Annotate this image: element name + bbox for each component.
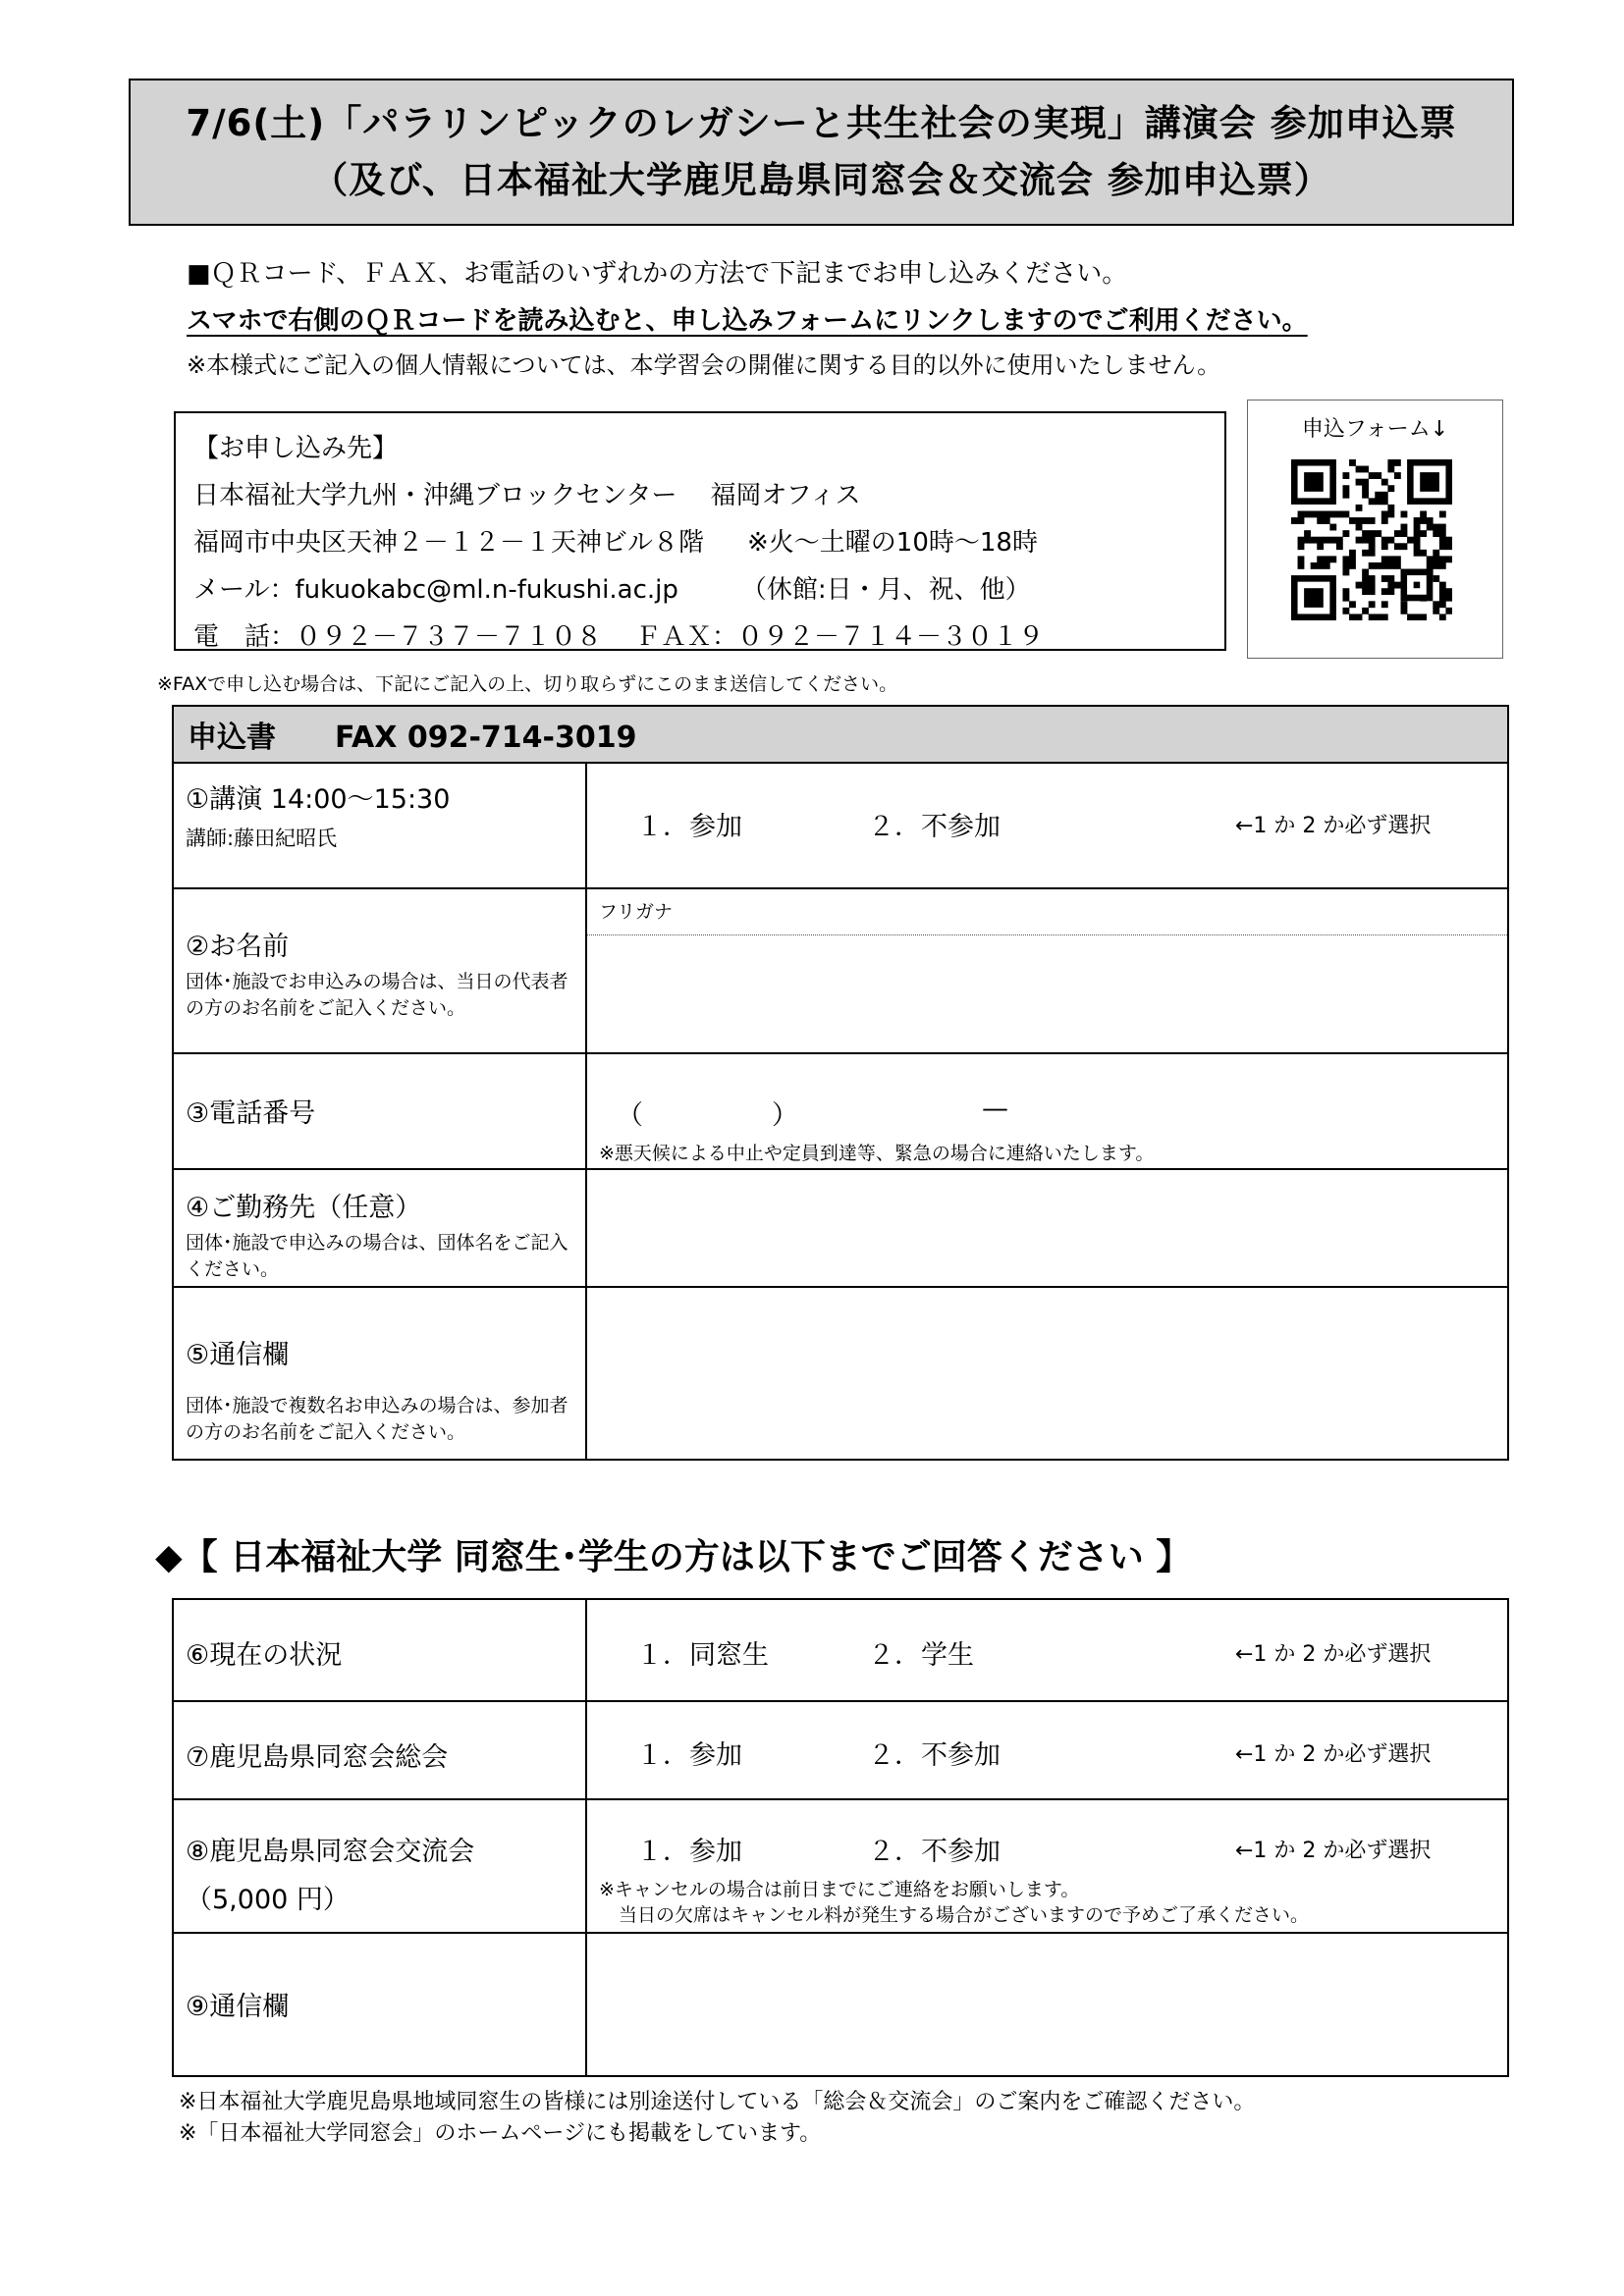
row-phone-label [173,1053,586,1169]
general-meeting-option-absent[interactable]: ２．不参加 [868,1740,1001,1771]
furigana-divider [587,934,1507,935]
title-line-2: （及び、日本福祉大学鹿児島県同窓会＆交流会 参加申込票） [311,159,1331,201]
row-alumni-message-value[interactable] [586,1933,1508,2076]
social-fee: （5,000 円） [186,1885,350,1915]
row-message-value[interactable] [586,1287,1508,1460]
phone-note: ※悪天候による中止や定員到達等、緊急の場合に連絡いたします。 [599,1143,1155,1164]
contact-email[interactable]: メール：fukuokabc@ml.n-fukushi.ac.jp [193,575,678,605]
contact-hours: ※火～土曜の10時～18時 [747,528,1038,558]
row-status-label [173,1599,586,1701]
row-lecture-value[interactable] [586,763,1508,888]
title-line-1: 7/6(土)「パラリンピックのレガシーと共生社会の実現」講演会 参加申込票 [186,102,1457,144]
work-label: ④ご勤務先（任意） [186,1193,422,1223]
furigana-label: フリガナ [599,901,674,923]
qr-box [1247,400,1503,659]
general-meeting-option-attend[interactable]: １．参加 [636,1740,742,1771]
intro-line-1: ■ＱＲコード、ＦＡＸ、お電話のいずれかの方法で下記までお申し込みください。 [187,259,1128,289]
contact-fax: ＦＡＸ：０９２－７１４－３０１９ [635,622,1045,652]
row-social-label [173,1799,586,1933]
row-work-value[interactable] [586,1169,1508,1287]
contact-org: 日本福祉大学九州・沖縄ブロックセンター [193,481,677,510]
phone-dash: — [982,1094,1008,1124]
phone-paren-open: （ [617,1100,643,1131]
row-general-meeting-value[interactable] [586,1701,1508,1799]
row-lecture-label [173,763,586,888]
contact-office: 福岡オフィス [710,481,861,510]
row-general-meeting-label [173,1701,586,1799]
work-sub: 団体･施設で申込みの場合は、団体名をご記入ください。 [186,1232,568,1280]
footer-line-2: ※「日本福祉大学同窓会」のホームページにも掲載をしています。 [179,2121,822,2146]
fax-note: ※FAXで申し込む場合は、下記にご記入の上、切り取らずにこのまま送信してください。 [157,673,898,695]
contact-closed: （休館:日・月、祝、他） [740,575,1031,605]
social-cancel-note-1: ※キャンセルの場合は前日までにご連絡をお願いします。 [599,1879,1080,1900]
alumni-form [172,1598,1509,2077]
phone-label: ③電話番号 [186,1098,316,1129]
footer-line-1: ※日本福祉大学鹿児島県地域同窓生の皆様には別途送付している「総会＆交流会」のご案内をご確認ください。 [179,2090,1256,2114]
social-option-attend[interactable]: １．参加 [636,1837,742,1867]
status-option-alumni[interactable]: １．同窓生 [636,1640,769,1671]
form-header: 申込書 FAX 092-714-3019 [173,706,1508,763]
intro-line-3: ※本様式にご記入の個人情報については、本学習会の開催に関する目的以外に使用いたしません。 [187,351,1221,379]
row-alumni-message-label [173,1933,586,2076]
row-phone-value[interactable] [586,1053,1508,1169]
status-required-note: ←1 か 2 か必ず選択 [1235,1642,1432,1667]
lecture-required-note: ←1 か 2 か必ず選択 [1235,814,1432,838]
contact-phone: 電 話：０９２－７３７－７１０８ [193,622,603,652]
alumni-message-label: ⑨通信欄 [186,1992,290,2022]
qr-code-icon[interactable] [1291,459,1452,620]
alumni-section-title: ◆【 日本福祉大学 同窓生･学生の方は以下までご回答ください 】 [155,1537,1192,1577]
phone-paren-close: ） [772,1100,798,1131]
social-option-absent[interactable]: ２．不参加 [868,1837,1001,1867]
general-meeting-required-note: ←1 か 2 か必ず選択 [1235,1742,1432,1767]
contact-heading: 【お申し込み先】 [193,434,399,463]
name-label: ②お名前 [186,932,290,962]
lecture-speaker: 講師:藤田紀昭氏 [186,827,338,850]
row-status-value[interactable] [586,1599,1508,1701]
lecture-label: ①講演 14:00～15:30 [186,784,451,815]
row-message-label [173,1287,586,1460]
row-work-label [173,1169,586,1287]
lecture-option-absent[interactable]: ２．不参加 [868,812,1001,842]
social-cancel-note-2: 当日の欠席はキャンセル料が発生する場合がございますので予めご了承ください。 [619,1904,1310,1926]
qr-label: 申込フォーム↓ [1301,417,1449,442]
intro-line-2: スマホで右側のＱＲコードを読み込むと、申し込みフォームにリンクしますのでご利用ください。 [187,306,1308,336]
status-option-student[interactable]: ２．学生 [868,1640,974,1671]
row-name-value[interactable] [586,888,1508,1053]
contact-address: 福岡市中央区天神２－１２－１天神ビル８階 [193,528,705,558]
social-label: ⑧鹿児島県同窓会交流会 [186,1837,475,1867]
title-box [129,79,1514,226]
contact-box [174,411,1226,651]
social-required-note: ←1 か 2 か必ず選択 [1235,1839,1432,1863]
status-label: ⑥現在の状況 [186,1640,343,1671]
application-form [172,705,1509,1461]
row-social-value[interactable] [586,1799,1508,1933]
name-sub: 団体･施設でお申込みの場合は、当日の代表者の方のお名前をご記入ください。 [186,971,568,1019]
lecture-option-attend[interactable]: １．参加 [636,812,742,842]
message-sub: 団体･施設で複数名お申込みの場合は、参加者の方のお名前をご記入ください。 [186,1395,568,1443]
message-label: ⑤通信欄 [186,1340,290,1370]
general-meeting-label: ⑦鹿児島県同窓会総会 [186,1742,449,1773]
row-name-label [173,888,586,1053]
